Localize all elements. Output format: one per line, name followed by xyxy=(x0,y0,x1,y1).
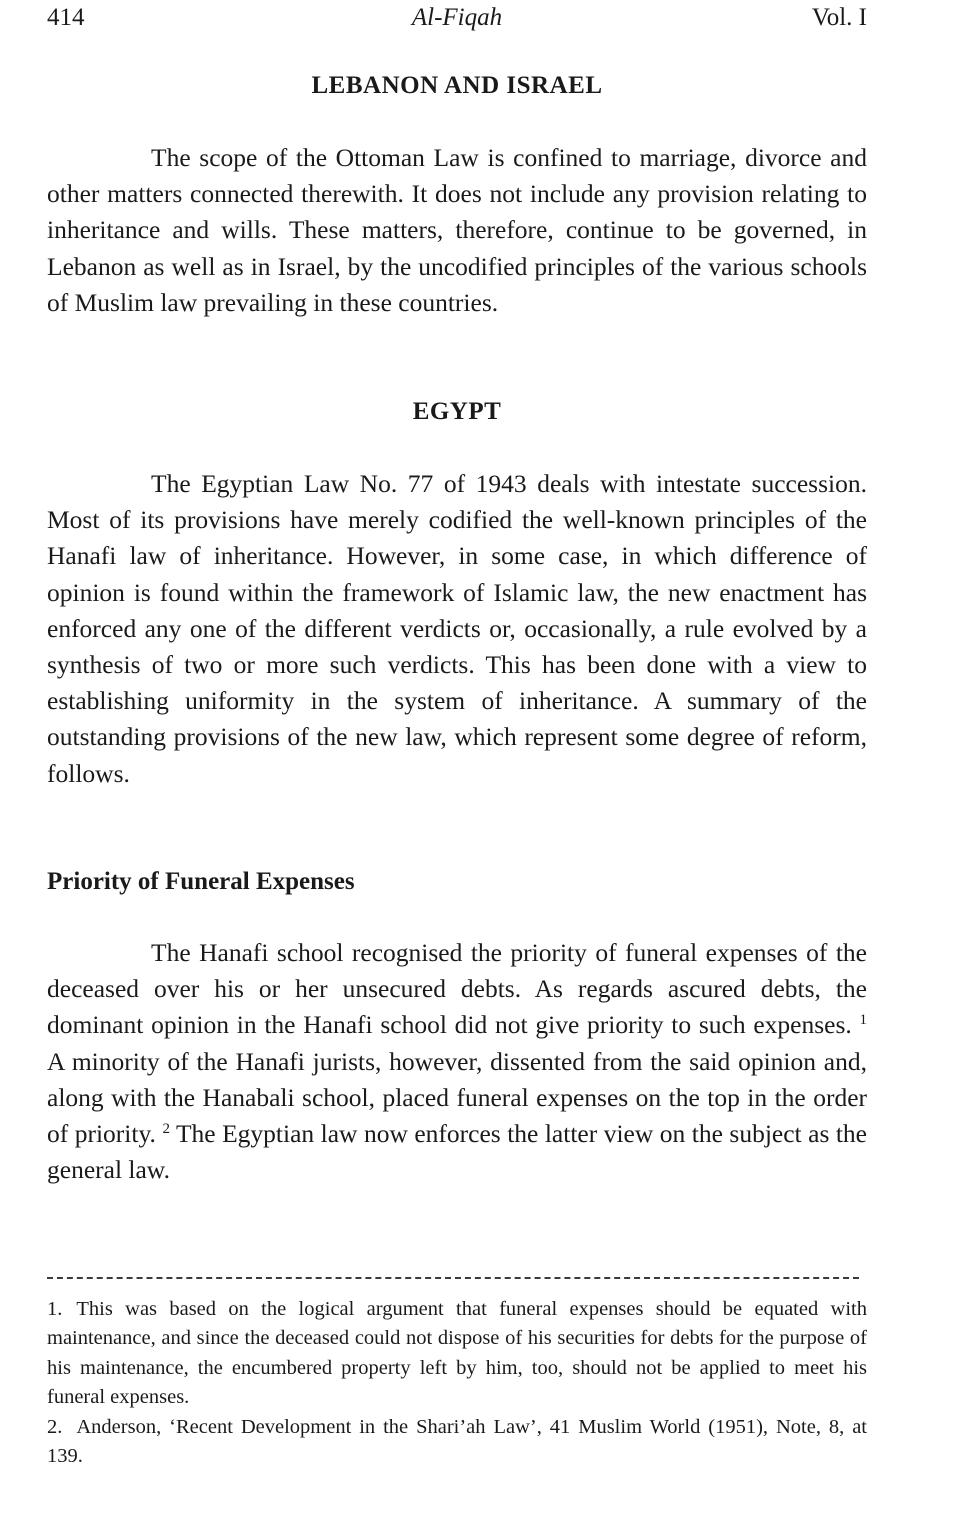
paragraph-egypt: The Egyptian Law No. 77 of 1943 deals with intestate succession. Most of its provisions have merely codified the well-known principles of the Hanafi law of inheritance. However, in some case, in which difference of opinion is found within the framework of Islamic law, the new enactment has enforced any one of the different verdicts or, occasionally, a rule evolved by a synthesis of two or more such verdicts. This has been done with a view to establishing uniformity in the system of inheritance. A summary of the outstanding provisions of the new law, which represent some degree of reform, follows. xyxy=(47,469,867,788)
footnote-2 xyxy=(47,1413,867,1472)
footnote-ref-2[interactable]: 2 xyxy=(162,1121,170,1138)
footnote-text: This was based on the logical argument that funeral expenses should be equated with maintenance, and since the deceased could not dispose of his securities for debts for the purpose of his maintenance, the encumbered property left by him, too, should not be applied to meet his funeral expenses. xyxy=(47,1298,867,1408)
book-title: Al-Fiqah xyxy=(411,4,503,31)
paragraph-text-part3: The Egyptian law now enforces the latter view on the subject as the general law. xyxy=(47,1119,868,1185)
paragraph-funeral-expenses xyxy=(47,935,867,1188)
footnote-ref-1[interactable]: 1 xyxy=(859,1012,867,1029)
running-head xyxy=(47,2,867,38)
paragraph-lebanon-israel: The scope of the Ottoman Law is confined to marriage, divorce and other matters connected therewith. It does not include any provision relating to inheritance and wills. These matters, therefore, continue to be governed, in Lebanon as well as in Israel, by the uncodified principles of the various schools of Muslim law prevailing in these countries. xyxy=(47,143,867,317)
heading-lebanon-israel: LEBANON AND ISRAEL xyxy=(311,72,603,99)
paragraph-text-part2: A minority of the Hanafi jurists, however, dissented from the said opinion and, along with the Hanabali school, placed funeral expenses on the top in the order of priority. xyxy=(47,1046,867,1149)
footnote-number: 2. xyxy=(47,1416,63,1438)
book-page xyxy=(47,0,867,1520)
heading-funeral-expenses: Priority of Funeral Expenses xyxy=(47,868,355,895)
footnote-divider xyxy=(47,1277,859,1279)
paragraph-text-part1: The Hanafi school recognised the priority of funeral expenses of the deceased over his or her unsecured debts. As regards ascured debts, the dominant opinion in the Hanafi school did not give priority to such expenses. xyxy=(47,938,867,1040)
volume-label: Vol. I xyxy=(811,4,867,31)
footnote-number: 1. xyxy=(47,1298,63,1320)
footnote-text: Anderson, ‘Recent Development in the Shari’ah Law’, 41 Muslim World (1951), Note, 8, at 139. xyxy=(47,1416,867,1468)
footnote-1 xyxy=(47,1295,867,1412)
heading-egypt: EGYPT xyxy=(412,398,502,425)
page-number: 414 xyxy=(47,4,85,31)
